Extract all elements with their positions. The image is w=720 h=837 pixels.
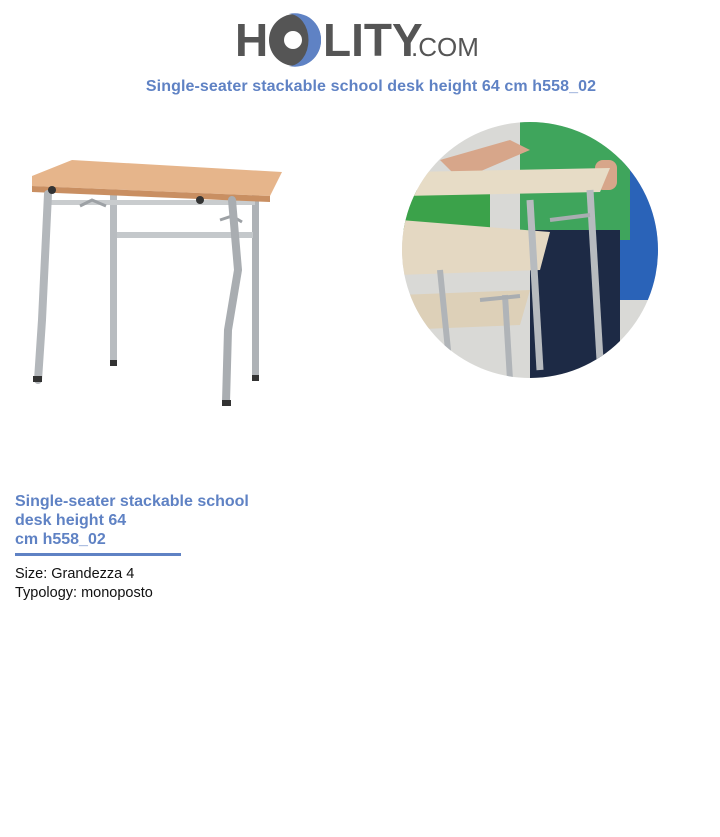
title-underline-divider <box>15 553 181 556</box>
stacked-desks-photo[interactable] <box>400 120 660 385</box>
desk-front-legs <box>33 194 238 406</box>
logo-o-icon <box>269 13 321 66</box>
product-title-line: Single-seater stackable school <box>15 493 249 510</box>
product-title[interactable] <box>15 492 275 549</box>
product-specs <box>15 565 153 603</box>
product-title-line: cm h558_02 <box>15 531 106 548</box>
spec-typology: Typology: monoposto <box>15 585 153 601</box>
holity-logo[interactable] <box>0 8 720 72</box>
logo-suffix-com: .COM <box>411 32 479 62</box>
logo-word-lity: LITY <box>323 14 423 66</box>
desk-top <box>32 160 282 202</box>
page-title: Single-seater stackable school desk height 64 cm h558_02 <box>145 78 597 95</box>
holity-logo-mark <box>235 8 485 72</box>
product-title-line: desk height 64 <box>15 512 127 529</box>
desk-product-image[interactable] <box>20 150 290 415</box>
spec-size: Size: Grandezza 4 <box>15 566 135 582</box>
logo-letter-h: H <box>235 14 269 66</box>
